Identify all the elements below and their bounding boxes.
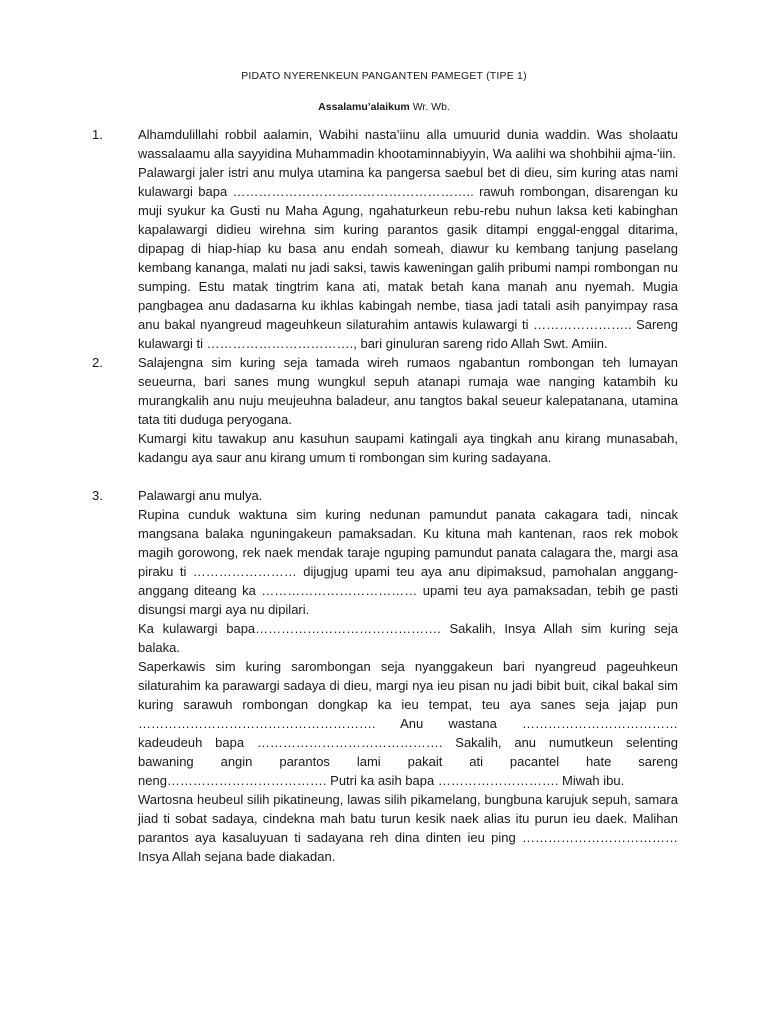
speech-body (92, 125, 678, 866)
item-paragraph: Rupina cunduk waktuna sim kuring nedunan pamundut panata cakagara tadi, nincak mangsana balaka nguningakeun pamaksadan. Ku kituna mah kantenan, raos rek mobok magih gorowong, rek naek mendak taraje nguping pamundut panata calagara the, margi asa piraku ti …………………… dijugjug upami teu aya anu dipimaksud, pamohalan anggang-anggang diteang ka ……………………………… upami teu aya pamaksadan, tebih ge pasti disungsi margi aya nu dipilari. (138, 507, 678, 617)
item-paragraph: Palawargi jaler istri anu mulya utamina ka pangersa saebul bet di dieu, sim kuring atas nami kulawargi bapa ……………………………………………….. rawuh rombongan, disarengan ku muji syukur ka Gusti nu Maha Agung, ngahaturkeun rebu-rebu nuhun laksa keti kabinghan kapalawargi didieu wirehna sim kuring parantos gasik ditampi enggal-enggal ditarima, dipapag di hiap-hiap ku basa anu endah someah, diawur ku kembang tanjung paselang kembang kananga, malati nu jadi saksi, tawis kaweningan galih pribumi nampi rombongan nu sumping. Estu matak tingtrim kana ati, matak betah kana manah anu nyemah. Mugia pangbagea anu dadasarna ku ikhlas kabingah nembe, tiasa jadi tatali asih panyimpay rasa anu bakal nyangreud mageuhkeun silaturahim antawis kulawargi ti ………………….. Sareng kulawargi ti ……………………………., bari ginuluran sareng rido Allah Swt. Amiin. (138, 165, 678, 351)
document-title: PIDATO NYERENKEUN PANGANTEN PAMEGET (TIPE 1) (241, 70, 527, 82)
greeting-text: Assalamu’alaikum (318, 101, 410, 113)
speech-item-3 (92, 486, 678, 866)
greeting-suffix: Wr. Wb. (409, 101, 450, 113)
item-lead-paragraph: Alhamdulillahi robbil aalamin, Wabihi nasta’iinu alla umuurid dunia waddin. Was sholaatu wassalaamu alla sayyidina Muhammadin khootaminnabiyyin, Wa aalihi wa shohbihii ajma-'iin. (138, 127, 678, 161)
spacer (92, 467, 678, 486)
speech-item-2 (92, 353, 678, 467)
item-number: 1. (92, 127, 103, 142)
item-paragraph: Wartosna heubeul silih pikatineung, lawas silih pikamelang, bungbuna karujuk sepuh, samara jiad ti sobat sadaya, cindekna mah batu turun kesik naek alias itu purun ieu daek. Malihan parantos aya kasaluyuan ti sadayana reh dina dinten ieu ping ……………………………… Insya Allah sejana bade diakadan. (138, 792, 678, 864)
item-paragraph: Kumargi kitu tawakup anu kasuhun saupami katingali aya tingkah anu kirang munasabah, kadangu aya saur anu kirang umum ti rombongan sim kuring sadayana. (138, 431, 678, 465)
item-paragraph: Ka kulawargi bapa……………………………………. Sakalih, Insya Allah sim kuring seja balaka. (138, 621, 678, 655)
greeting (0, 101, 768, 113)
item-number: 2. (92, 355, 103, 370)
item-lead-paragraph: Palawargi anu mulya. (138, 488, 263, 503)
item-number: 3. (92, 488, 103, 503)
speech-item-1 (92, 125, 678, 353)
item-lead-paragraph: Salajengna sim kuring seja tamada wireh rumaos ngabantun rombongan teh lumayan seueurna, bari sanes mung wungkul sepuh atanapi rumaja wae nanging katambih ku murangkalih anu nuju meujeuhna baladeur, anu tangtos bakal seueur kalepatanana, utamina tata titi duduga peryogana. (138, 355, 678, 427)
item-paragraph: Saperkawis sim kuring sarombongan seja nyanggakeun bari nyangreud pageuhkeun silaturahim ka parawargi sadaya di dieu, margi nya ieu pisan nu jadi bibit buit, cikal bakal sim kuring sarawuh rombongan dongkap ka ieu tempat, teu aya sanes seja jajap pun ………………………………………………. Anu wastana ……………………………… kadeudeuh bapa ……………………………………. Sakalih, anu numutkeun selenting bawaning angin parantos lami pakait ati pacantel hate sareng neng………………………………. Putri ka asih bapa ………………………. Miwah ibu. (138, 659, 678, 788)
